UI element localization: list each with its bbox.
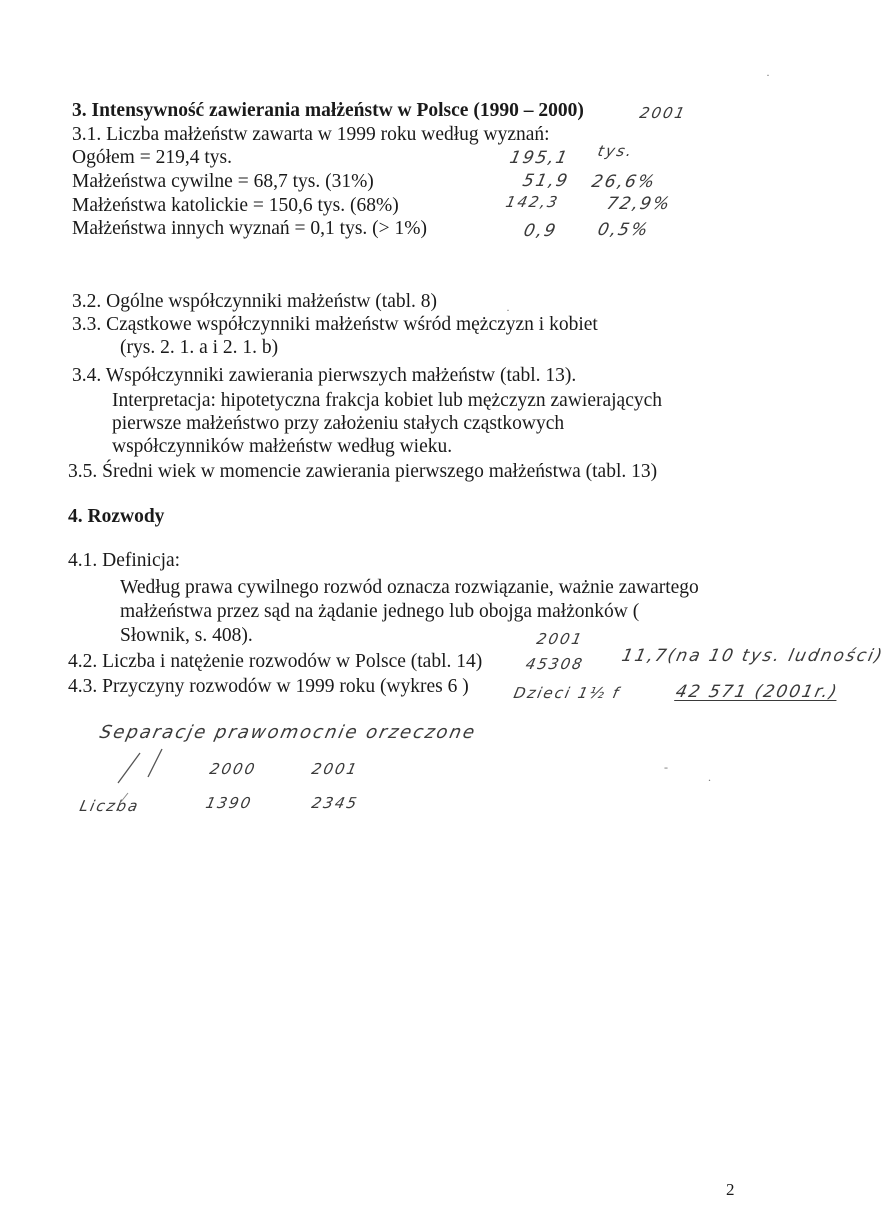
item-3-4: 3.4. Współczynniki zawierania pierwszych małżeństw (tabl. 13). [72, 365, 577, 386]
item-4-3: 4.3. Przyczyny rozwodów w 1999 roku (wykres 6 ) [68, 676, 469, 697]
stat-row-total: Ogółem = 219,4 tys. [72, 147, 232, 168]
stat-row-catholic: Małżeństwa katolickie = 150,6 tys. (68%) [72, 195, 399, 216]
scan-speck: · [766, 68, 770, 82]
heading-handwritten-year: 2001 [638, 104, 689, 122]
stat-row-other-note1: 0,9 [521, 221, 560, 241]
handwritten-ditto-marks [110, 745, 170, 805]
definition-line-3: Słownik, s. 408). [120, 625, 253, 646]
item-4-2-note-rate: 11,7(na 10 tys. ludności) [619, 646, 886, 666]
item-3-2: 3.2. Ogólne współczynniki małżeństw (tabl. 8) [72, 291, 438, 312]
interpretation-line-1: Interpretacja: hipotetyczna frakcja kobiet lub mężczyzn zawierających [112, 390, 663, 411]
handwritten-separations-title: Separacje prawomocnie orzeczone [97, 722, 479, 743]
stat-row-other-note2: 0,5% [595, 220, 652, 240]
stat-row-civil-note1: 51,9 [520, 171, 571, 191]
item-3-1: 3.1. Liczba małżeństw zawarta w 1999 roku według wyznań: [72, 124, 550, 145]
handwritten-count-2001: 2345 [310, 794, 361, 812]
stat-row-catholic-note1: 142,3 [504, 193, 561, 211]
scan-speck: - [664, 760, 668, 774]
stat-row-catholic-note2: 72,9% [604, 194, 674, 214]
definition-line-2: małżeństwa przez sąd na żądanie jednego lub obojga małżonków ( [120, 601, 640, 622]
stat-row-total-note2: tys. [596, 142, 636, 160]
stat-row-civil-note2: 26,6% [589, 172, 659, 192]
item-3-3: 3.3. Cząstkowe współczynniki małżeństw wśród mężczyzn i kobiet [72, 314, 598, 335]
handwritten-count-2000: 1390 [204, 794, 255, 812]
scan-speck: · [506, 303, 510, 317]
interpretation-line-3: współczynników małżeństw według wieku. [112, 436, 453, 457]
item-4-3-note-2: 42 571 (2001r.) [673, 682, 841, 702]
scan-speck: . [708, 770, 711, 784]
item-3-3-refs: (rys. 2. 1. a i 2. 1. b) [120, 337, 279, 358]
stat-row-total-note1: 195,1 [507, 148, 571, 168]
stat-row-other: Małżeństwa innych wyznań = 0,1 tys. (> 1%) [72, 218, 428, 239]
item-4-2: 4.2. Liczba i natężenie rozwodów w Polsce (tabl. 14) [68, 651, 483, 672]
item-3-5: 3.5. Średni wiek w momencie zawierania pierwszego małżeństwa (tabl. 13) [68, 461, 658, 482]
handwritten-year-2001: 2001 [310, 760, 361, 778]
section-3-heading: 3. Intensywność zawierania małżeństw w Polsce (1990 – 2000) [72, 100, 584, 121]
handwritten-count-label: Liczba [78, 797, 142, 815]
definition-handwritten-year: 2001 [535, 630, 586, 648]
handwritten-year-2000: 2000 [208, 760, 259, 778]
item-4-2-note-count: 45308 [524, 655, 586, 673]
section-4-heading: 4. Rozwody [68, 506, 165, 527]
item-4-1: 4.1. Definicja: [68, 550, 181, 571]
stat-row-civil: Małżeństwa cywilne = 68,7 tys. (31%) [72, 171, 374, 192]
item-4-3-note-1: Dzieci 1½ f [512, 684, 623, 702]
interpretation-line-2: pierwsze małżeństwo przy założeniu stałych cząstkowych [112, 413, 565, 434]
page-number: 2 [726, 1180, 735, 1199]
definition-line-1: Według prawa cywilnego rozwód oznacza rozwiązanie, ważnie zawartego [120, 577, 699, 598]
